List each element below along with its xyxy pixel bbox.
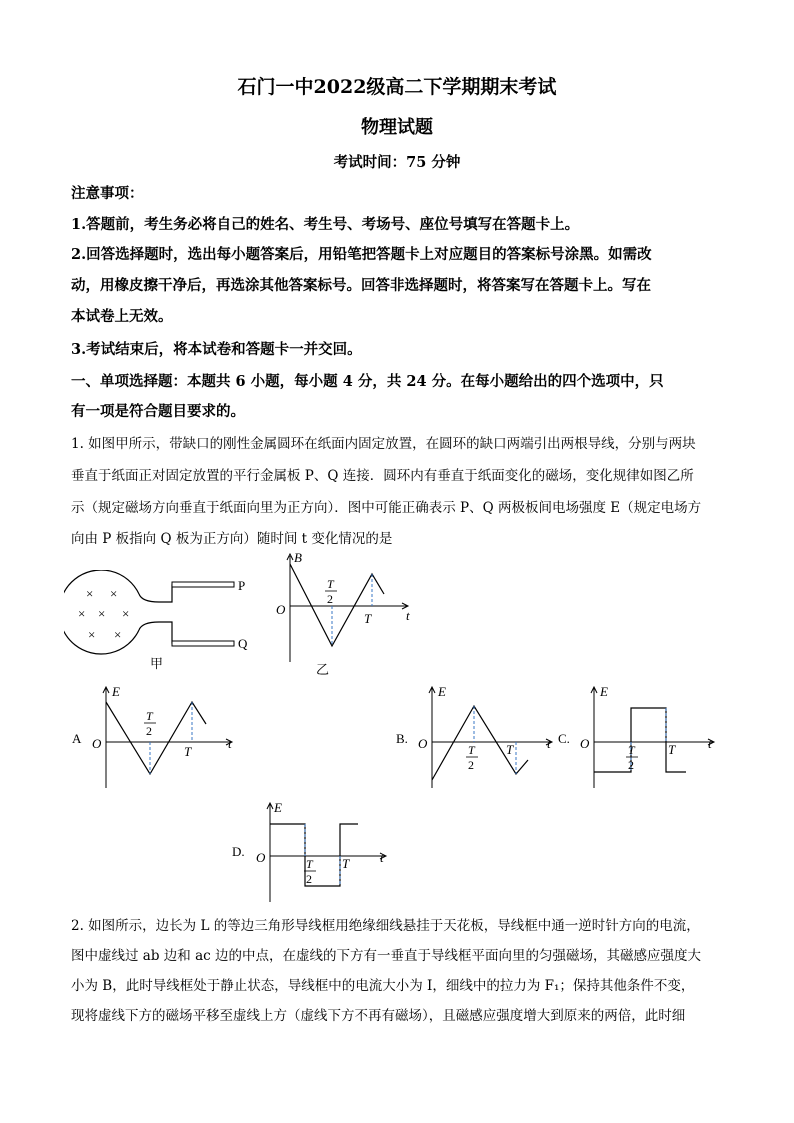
e-curve bbox=[594, 708, 686, 772]
option-b-graph[interactable] bbox=[392, 682, 562, 792]
option-c-graph[interactable] bbox=[556, 682, 726, 792]
question-2-line: 2. 如图所示，边长为 L 的等边三角形导线框用绝缘细线悬挂于天花板，导线框中通一逆时针方向的电流， bbox=[71, 918, 700, 934]
figure-jia bbox=[64, 570, 264, 680]
field-cross: × bbox=[98, 606, 106, 621]
origin-label: O bbox=[276, 602, 286, 617]
notice-line: 1.答题前，考生务必将自己的姓名、考生号、考场号、座位号填写在答题卡上。 bbox=[71, 216, 580, 233]
field-cross: × bbox=[86, 586, 94, 601]
option-a-graph[interactable] bbox=[68, 682, 248, 792]
x-axis-label: t bbox=[708, 736, 712, 751]
half-period-den: 2 bbox=[468, 758, 474, 772]
half-period-num: T bbox=[306, 857, 313, 871]
half-period-num: T bbox=[628, 743, 635, 757]
period-label: T bbox=[184, 744, 192, 759]
question-1-line: 1. 如图甲所示，带缺口的刚性金属圆环在纸面内固定放置，在圆环的缺口两端引出两根导线，分别与两块 bbox=[71, 436, 696, 452]
plate-p-label: P bbox=[238, 578, 246, 593]
half-period-num: T bbox=[146, 709, 153, 723]
field-cross: × bbox=[78, 606, 86, 621]
origin-label: O bbox=[418, 736, 428, 751]
subject-title: 物理试题 bbox=[361, 117, 433, 138]
question-1-line: 垂直于纸面正对固定放置的平行金属板 P、Q 连接．圆环内有垂直于纸面变化的磁场，变化规律如图乙所 bbox=[71, 468, 694, 484]
e-curve bbox=[270, 824, 358, 886]
notice-line: 动，用橡皮擦干净后，再选涂其他答案标号。回答非选择题时，将答案写在答题卡上。写在 bbox=[71, 277, 651, 294]
question-2-line: 现将虚线下方的磁场平移至虚线上方（虚线下方不再有磁场），且磁感应强度增大到原来的两倍，此时细 bbox=[71, 1008, 686, 1024]
option-d-graph[interactable] bbox=[230, 798, 400, 908]
option-d-label: D. bbox=[232, 844, 245, 859]
plate-p bbox=[172, 582, 234, 587]
notice-line: 本试卷上无效。 bbox=[71, 308, 173, 325]
option-a-label: A bbox=[72, 731, 82, 746]
y-axis-label: B bbox=[294, 550, 302, 565]
e-curve bbox=[106, 702, 206, 774]
period-label: T bbox=[506, 742, 514, 757]
question-2-line: 图中虚线过 ab 边和 ac 边的中点，在虚线的下方有一垂直于导线框平面向里的匀强磁场，其磁感应强度大 bbox=[71, 948, 701, 964]
x-axis-label: t bbox=[547, 736, 551, 751]
e-curve bbox=[432, 706, 528, 780]
half-period-den: 2 bbox=[306, 872, 312, 886]
half-period-num: T bbox=[468, 743, 475, 757]
magnetic-field-crosses bbox=[78, 586, 129, 642]
b-curve bbox=[290, 564, 384, 646]
origin-label: O bbox=[580, 736, 590, 751]
section-heading: 一、单项选择题：本题共 6 小题，每小题 4 分，共 24 分。在每小题给出的四个选项中，只 bbox=[71, 373, 664, 390]
y-axis-label: E bbox=[438, 684, 446, 699]
exam-time: 考试时间：75 分钟 bbox=[333, 154, 461, 171]
question-1-line: 示（规定磁场方向垂直于纸面向里为正方向）．图中可能正确表示 P、Q 两极板间电场强度 E（规定电场方 bbox=[71, 500, 702, 516]
notice-heading: 注意事项： bbox=[71, 185, 144, 202]
period-label: T bbox=[342, 856, 350, 871]
figure-yi-caption: 乙 bbox=[316, 662, 330, 677]
half-period-den: 2 bbox=[628, 758, 634, 772]
plate-q-label: Q bbox=[238, 636, 248, 651]
field-cross: × bbox=[88, 627, 96, 642]
field-cross: × bbox=[122, 606, 130, 621]
question-1-line: 向由 P 板指向 Q 板为正方向）随时间 t 变化情况的是 bbox=[71, 531, 393, 547]
y-axis-label: E bbox=[274, 800, 282, 815]
half-period-num: T bbox=[327, 577, 334, 591]
field-cross: × bbox=[110, 586, 118, 601]
field-cross: × bbox=[114, 627, 122, 642]
period-label: T bbox=[364, 611, 372, 626]
notice-line: 3.考试结束后，将本试卷和答题卡一并交回。 bbox=[71, 341, 362, 358]
notice-line: 2.回答选择题时，选出每小题答案后，用铅笔把答题卡上对应题目的答案标号涂黑。如需改 bbox=[71, 246, 652, 263]
x-axis-label: t bbox=[228, 736, 232, 751]
figure-jia-caption: 甲 bbox=[150, 656, 164, 671]
half-period-den: 2 bbox=[146, 724, 152, 738]
question-2-line: 小为 B，此时导线框处于静止状态，导线框中的电流大小为 I，细线中的拉力为 F₁；保持其他条件不变， bbox=[71, 978, 695, 994]
period-label: T bbox=[668, 742, 676, 757]
exam-title: 石门一中2022级高二下学期期末考试 bbox=[237, 76, 557, 98]
half-period-den: 2 bbox=[327, 592, 333, 606]
y-axis-label: E bbox=[112, 684, 120, 699]
section-heading: 有一项是符合题目要求的。 bbox=[71, 403, 245, 420]
figure-yi bbox=[270, 550, 420, 680]
origin-label: O bbox=[92, 736, 102, 751]
option-b-label: B. bbox=[396, 731, 408, 746]
plate-q bbox=[172, 641, 234, 646]
option-c-label: C. bbox=[558, 731, 570, 746]
y-axis-label: E bbox=[600, 684, 608, 699]
origin-label: O bbox=[256, 850, 266, 865]
x-axis-label: t bbox=[406, 608, 410, 623]
x-axis-label: t bbox=[380, 850, 384, 865]
